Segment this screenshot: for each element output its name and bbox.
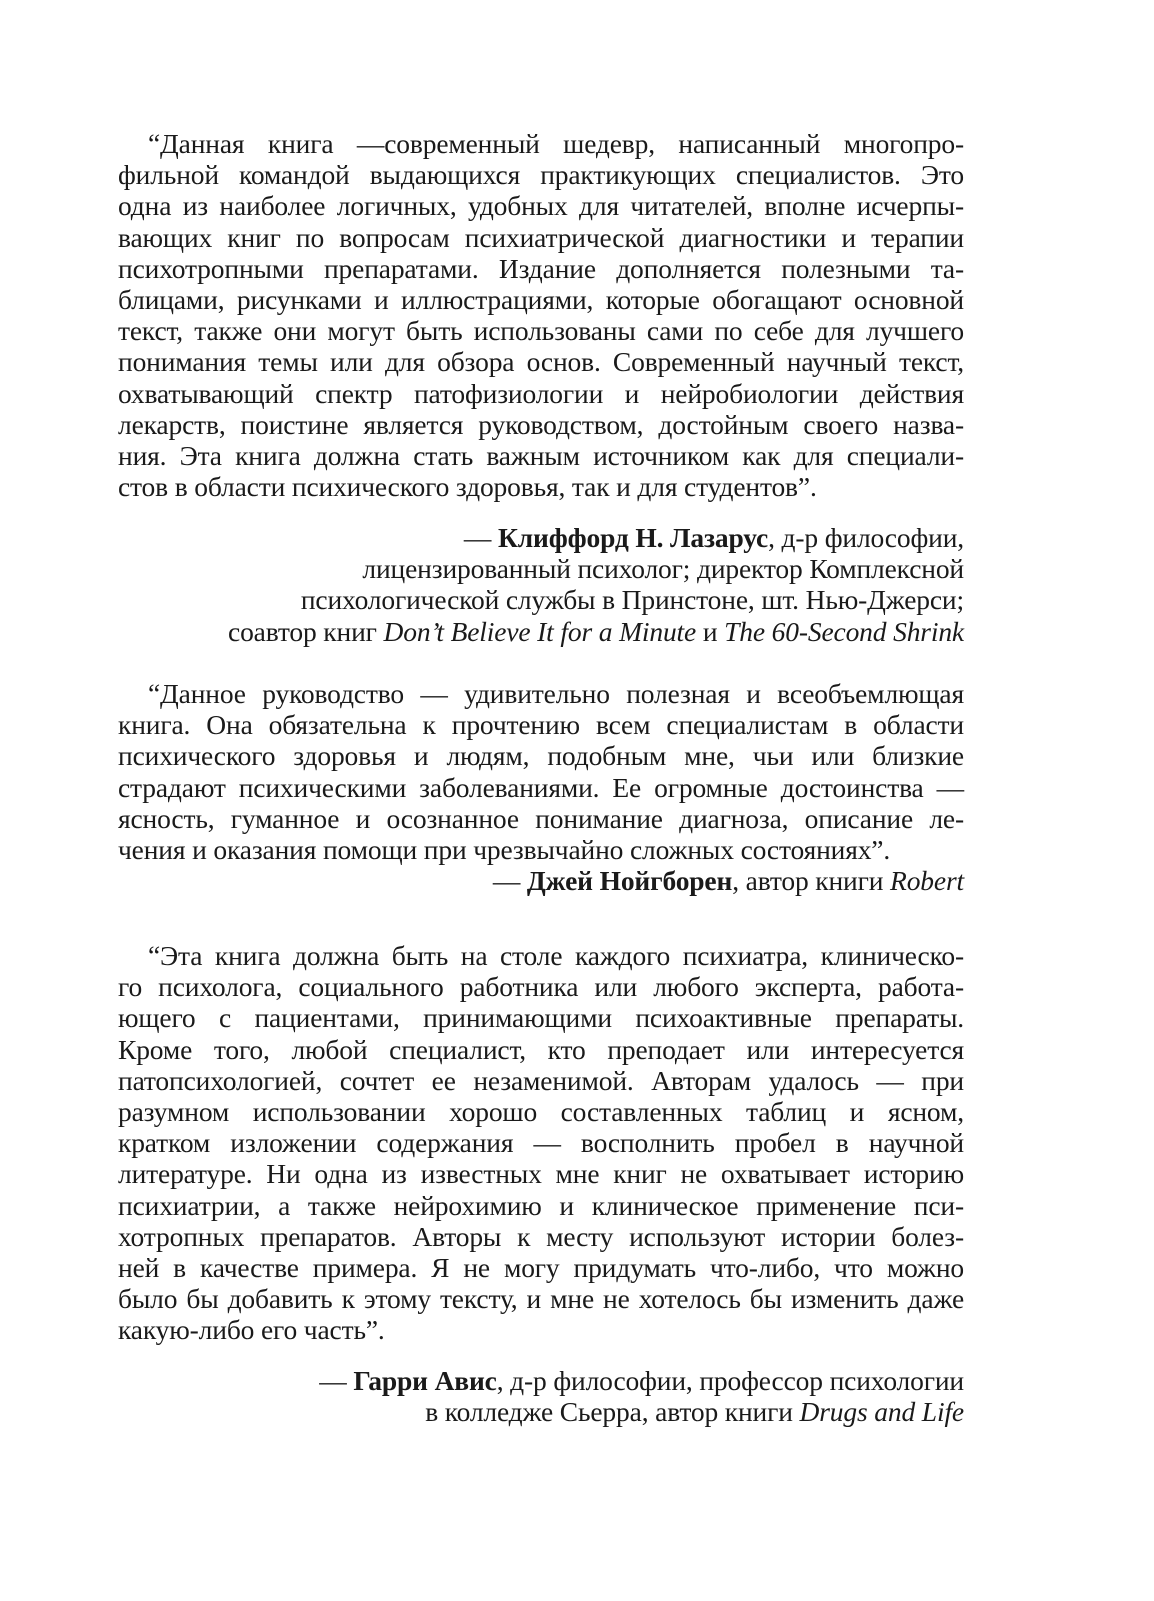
quote-line: ющего с пациентами, принимающими психоактивные препараты. [118, 1002, 964, 1034]
quote-line: психиатрии, а также нейрохимию и клиническое применение пси- [118, 1189, 964, 1221]
quote-line: го психолога, социального работника или любого эксперта, работа- [118, 971, 964, 1003]
quote-line: “Данная книга —современный шедевр, написанный многопро- [148, 128, 964, 159]
quote-line: одна из наиболее логичных, удобных для читателей, вполне исчерпы- [118, 190, 964, 222]
quote-line: книга. Она обязательна к прочтению всем специалистам в области [118, 709, 964, 741]
quote-line: текст, также они могут быть использованы сами по себе для лучшего [118, 315, 964, 347]
book-title: The 60-Second Shrink [724, 615, 964, 647]
quote-attribution [118, 522, 964, 647]
attribution-dash: — [492, 865, 527, 896]
endorsement-quote [118, 678, 964, 865]
quote-line: какую-либо его часть”. [118, 1314, 385, 1346]
quote-line: психотропными препаратами. Издание дополняется полезными та- [118, 252, 964, 284]
attribution-text: , автор книги [732, 865, 891, 896]
quote-line: охватывающий спектр патофизиологии и нейробиологии действия [118, 377, 964, 409]
attribution-text: в колледже Сьерра, автор книги [425, 1396, 800, 1428]
attribution-dash: — [319, 1365, 354, 1396]
attribution-line [118, 616, 964, 647]
author-name: Клиффорд Н. Лазарус [497, 522, 769, 553]
attribution-text: и [696, 615, 725, 647]
quote-line: ясность, гуманное и осознанное понимание диагноза, описание ле- [118, 802, 964, 834]
quote-line: Кроме того, любой специалист, кто преподает или интересуется [118, 1033, 964, 1065]
quote-line: “Данное руководство — удивительно полезная и всеобъемлющая [148, 678, 964, 709]
author-credentials: , д-р философии, [768, 522, 964, 553]
attribution-dash: — [463, 522, 498, 553]
author-name: Гарри Авис [353, 1365, 497, 1396]
quote-line: вающих книг по вопросам психиатрической диагностики и терапии [118, 221, 964, 253]
quote-line: психического здоровья и людям, подобным мне, чьи или близкие [118, 740, 964, 772]
attribution-line [118, 522, 964, 553]
quote-line: “Эта книга должна быть на столе каждого психиатра, клиническо- [148, 940, 964, 971]
quote-attribution [118, 1365, 964, 1427]
attribution-line [118, 1396, 964, 1427]
quote-line: блицами, рисунками и иллюстрациями, которые обогащают основной [118, 283, 964, 315]
attribution-line [118, 865, 964, 896]
attribution-text: соавтор книг [228, 615, 384, 647]
quote-attribution [118, 865, 964, 896]
quote-line: литературе. Ни одна из известных мне книг не охватывает историю [118, 1158, 964, 1190]
book-title: Don’t Believe It for a Minute [383, 615, 697, 647]
endorsement-quote [118, 940, 964, 1345]
attribution-line: лицензированный психолог; директор Комплексной [362, 553, 964, 585]
quote-line: ней в качестве примера. Я не могу придумать что-либо, что можно [118, 1251, 964, 1283]
quote-line: чения и оказания помощи при чрезвычайно сложных состояниях”. [118, 833, 891, 865]
quote-line: кратком изложении содержания — восполнить пробел в научной [118, 1127, 964, 1159]
quote-line: понимания темы или для обзора основ. Современный научный текст, [118, 346, 964, 378]
quote-line: хотропных препаратов. Авторы к месту используют истории болез- [118, 1220, 964, 1252]
quote-line: патопсихологией, сочтет ее незаменимой. Авторам удалось — при [118, 1064, 964, 1096]
quote-line: было бы добавить к этому тексту, и мне не хотелось бы изменить даже [118, 1283, 964, 1315]
endorsement-quote [118, 128, 964, 502]
quote-line: разумном использовании хорошо составленных таблиц и ясном, [118, 1095, 964, 1127]
author-name: Джей Нойгборен [526, 865, 733, 896]
quote-line: фильной командой выдающихся практикующих специалистов. Это [118, 159, 964, 191]
quote-line: стов в области психического здоровья, так и для студентов”. [118, 471, 817, 503]
quote-line: лекарств, поистине является руководством, достойным своего назва- [118, 408, 964, 440]
quote-line: ния. Эта книга должна стать важным источником как для специали- [118, 439, 964, 471]
attribution-line [118, 1365, 964, 1396]
attribution-line: психологической службы в Принстоне, шт. Нью-Джерси; [300, 584, 964, 616]
book-title: Drugs and Life [799, 1396, 964, 1428]
book-title: Robert [890, 865, 964, 896]
quote-line: страдают психическими заболеваниями. Ее огромные достоинства — [118, 771, 964, 803]
author-credentials: , д-р философии, профессор психологии [496, 1365, 964, 1396]
